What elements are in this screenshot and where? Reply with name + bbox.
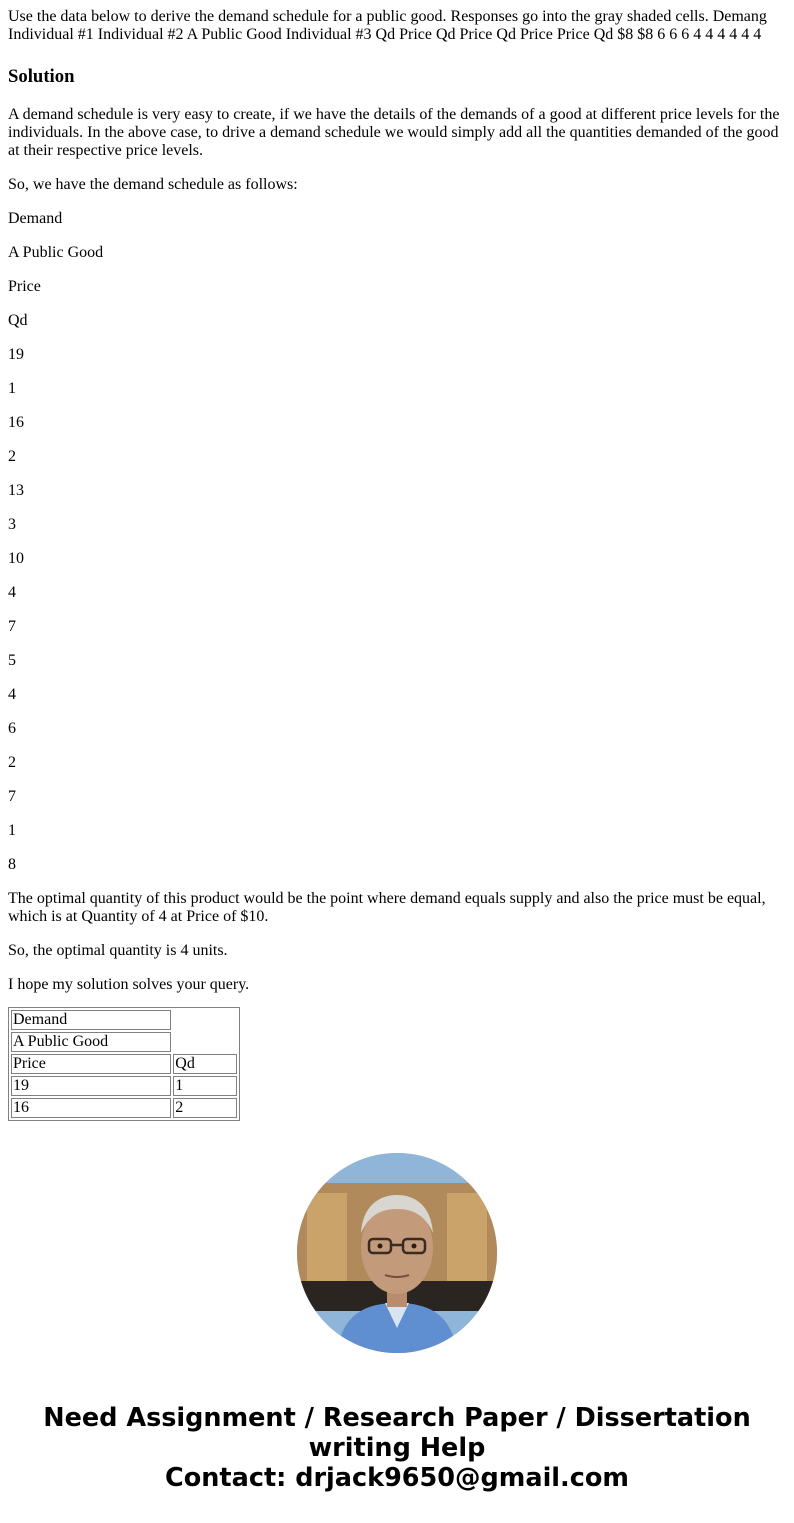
schedule-line: 7 bbox=[8, 788, 16, 805]
footer-banner bbox=[0, 1403, 794, 1493]
table-row bbox=[11, 1010, 237, 1030]
demand-table bbox=[8, 1007, 240, 1121]
avatar-portrait bbox=[297, 1153, 497, 1353]
author-avatar bbox=[297, 1153, 497, 1353]
table-row bbox=[11, 1076, 237, 1096]
table-row bbox=[11, 1032, 237, 1052]
schedule-line: 5 bbox=[8, 652, 16, 669]
demand-table-container bbox=[8, 1007, 240, 1122]
schedule-line: 6 bbox=[8, 720, 16, 737]
column-header-qd: Qd bbox=[173, 1054, 237, 1074]
footer-line: writing Help bbox=[308, 1433, 486, 1463]
price-cell: 19 bbox=[11, 1076, 171, 1096]
conclusion-paragraph: The optimal quantity of this product would be the point where demand equals supply and also the price must be equal, which is at Quantity of 4 at Price of $10. bbox=[8, 890, 766, 925]
solution-heading: Solution bbox=[8, 66, 75, 87]
schedule-line: Price bbox=[8, 278, 41, 295]
table-subtitle-cell: A Public Good bbox=[11, 1032, 171, 1052]
optimal-quantity-text: So, the optimal quantity is 4 units. bbox=[8, 942, 228, 959]
closing-text: I hope my solution solves your query. bbox=[8, 976, 250, 993]
price-cell: 16 bbox=[11, 1098, 171, 1118]
table-title-cell: Demand bbox=[11, 1010, 171, 1030]
footer-contact: Contact: drjack9650@gmail.com bbox=[165, 1463, 629, 1493]
schedule-line: 10 bbox=[8, 550, 24, 567]
schedule-line: 19 bbox=[8, 346, 24, 363]
column-header-price: Price bbox=[11, 1054, 171, 1074]
schedule-line: 7 bbox=[8, 618, 16, 635]
question-text: Use the data below to derive the demand schedule for a public good. Responses go into the gray shaded cells. Demang Individual #1 Individual #2 A Public Good Individual #3 Qd Price Qd Price Qd Price Price Qd $8 $8 6 6 6 4 4 4 4 4 4 bbox=[8, 8, 767, 43]
schedule-line: 8 bbox=[8, 856, 16, 873]
schedule-line: 13 bbox=[8, 482, 24, 499]
footer-line: Need Assignment / Research Paper / Dissertation bbox=[43, 1403, 751, 1433]
table-row bbox=[11, 1098, 237, 1118]
intro-paragraph: A demand schedule is very easy to create, if we have the details of the demands of a good at different price levels for the individuals. In the above case, to drive a demand schedule we would simply add all the quantities demanded of the good at their respective price levels. bbox=[8, 106, 780, 159]
schedule-line: 2 bbox=[8, 754, 16, 771]
schedule-line: 4 bbox=[8, 584, 16, 601]
schedule-line: Qd bbox=[8, 312, 28, 329]
schedule-line: 1 bbox=[8, 822, 16, 839]
schedule-line: A Public Good bbox=[8, 244, 104, 261]
schedule-line: 2 bbox=[8, 448, 16, 465]
schedule-line: 1 bbox=[8, 380, 16, 397]
table-header-row bbox=[11, 1054, 237, 1074]
qd-cell: 2 bbox=[173, 1098, 237, 1118]
qd-cell: 1 bbox=[173, 1076, 237, 1096]
lead-in-paragraph: So, we have the demand schedule as follows: bbox=[8, 176, 298, 193]
schedule-line: 3 bbox=[8, 516, 16, 533]
schedule-lines bbox=[8, 210, 786, 874]
schedule-line: 16 bbox=[8, 414, 24, 431]
schedule-line: Demand bbox=[8, 210, 63, 227]
schedule-line: 4 bbox=[8, 686, 16, 703]
